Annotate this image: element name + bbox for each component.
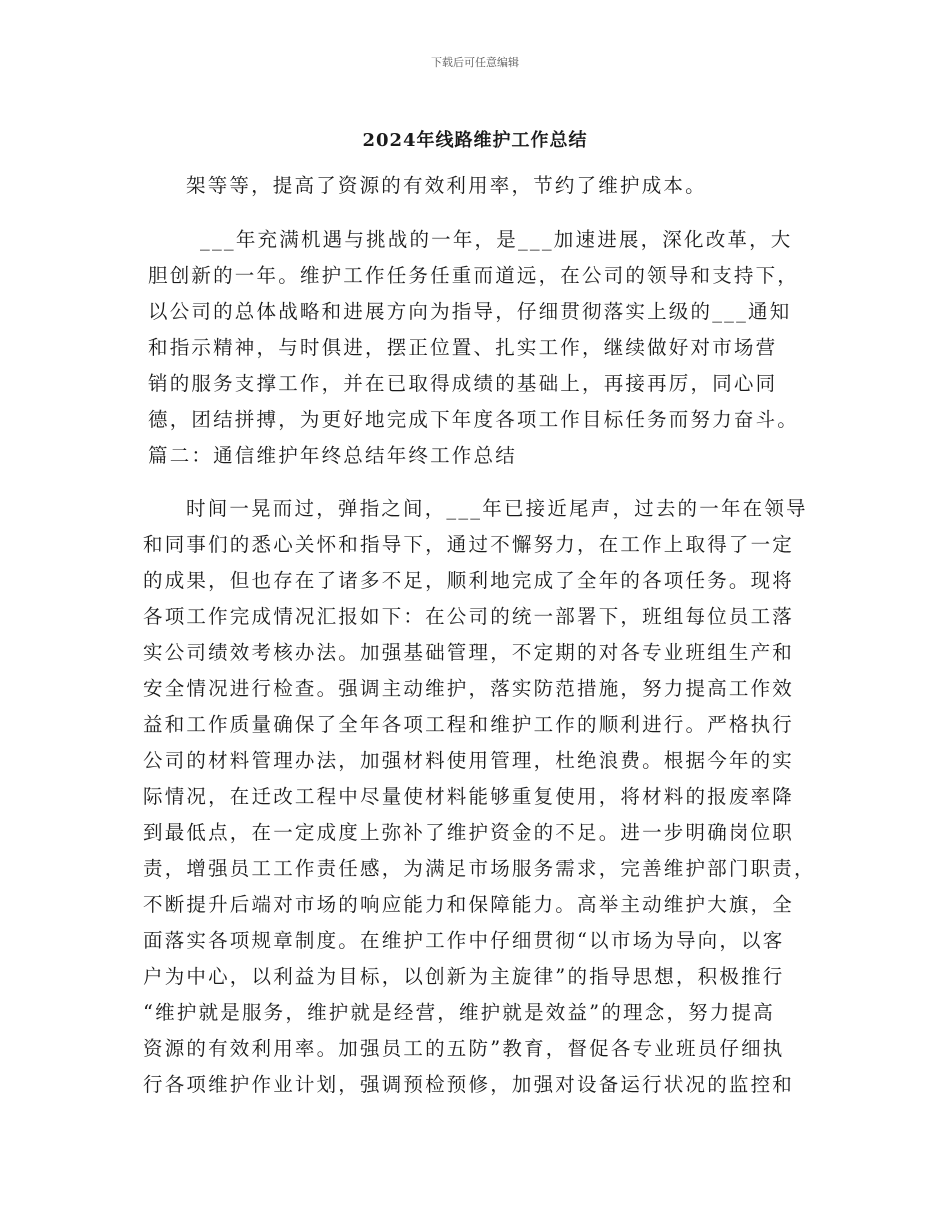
body-line: 际情况，在迁改工程中尽量使材料能够重复使用，将材料的报废率降 <box>143 785 795 808</box>
body-line: 户为中心，以利益为目标，以创新为主旋律”的指导思想，积极推行 <box>143 965 785 988</box>
body-line: 胆创新的一年。维护工作任务任重而道远，在公司的领导和支持下， <box>148 264 800 287</box>
body-line: 的成果，但也存在了诸多不足，顺利地完成了全年的各项任务。现将 <box>143 569 795 592</box>
body-line: 面落实各项规章制度。在维护工作中仔细贯彻“以市场为导向，以客 <box>143 929 785 952</box>
body-line: 资源的有效利用率。加强员工的五防”教育，督促各专业班员仔细执 <box>143 1037 785 1060</box>
page-header-note: 下载后可任意编辑 <box>431 56 519 69</box>
body-line: 和指示精神，与时俱进，摆正位置、扎实工作，继续做好对市场营 <box>148 336 778 359</box>
body-line: 销的服务支撑工作，并在已取得成绩的基础上，再接再厉，同心同 <box>148 372 778 395</box>
body-line: 和同事们的悉心关怀和指导下，通过不懈努力，在工作上取得了一定 <box>143 533 795 556</box>
body-line: 实公司绩效考核办法。加强基础管理，不定期的对各专业班组生产和 <box>143 641 795 664</box>
body-line: 以公司的总体战略和进展方向为指导，仔细贯彻落实上级的___通知 <box>148 300 792 323</box>
body-line: 各项工作完成情况汇报如下：在公司的统一部署下，班组每位员工落 <box>143 605 795 628</box>
body-line: 架等等，提高了资源的有效利用率，节约了维护成本。 <box>186 174 707 197</box>
body-line: 安全情况进行检查。强调主动维护，落实防范措施，努力提高工作效 <box>143 677 795 700</box>
body-line: 益和工作质量确保了全年各项工程和维护工作的顺利进行。严格执行 <box>143 713 795 736</box>
body-line: 公司的材料管理办法，加强材料使用管理，杜绝浪费。根据今年的实 <box>143 749 795 772</box>
body-line: 行各项维护作业计划，强调预检预修，加强对设备运行状况的监控和 <box>143 1073 795 1096</box>
body-line: ___年充满机遇与挑战的一年，是___加速进展，深化改革，大 <box>200 228 793 251</box>
document-title: 2024年线路维护工作总结 <box>362 130 588 151</box>
body-line: 责，增强员工工作责任感，为满足市场服务需求，完善维护部门职责， <box>143 857 816 880</box>
body-line: “维护就是服务，维护就是经营，维护就是效益”的理念，努力提高 <box>143 1001 775 1024</box>
body-line: 时间一晃而过，弹指之间，___年已接近尾声，过去的一年在领导 <box>186 497 808 520</box>
body-line: 到最低点，在一定成度上弥补了维护资金的不足。进一步明确岗位职 <box>143 821 795 844</box>
body-line: 不断提升后端对市场的响应能力和保障能力。高举主动维护大旗，全 <box>143 893 795 916</box>
body-line: 德，团结拼搏，为更好地完成下年度各项工作目标任务而努力奋斗。 <box>148 408 800 431</box>
section-heading: 篇二：通信维护年终总结年终工作总结 <box>148 444 517 467</box>
